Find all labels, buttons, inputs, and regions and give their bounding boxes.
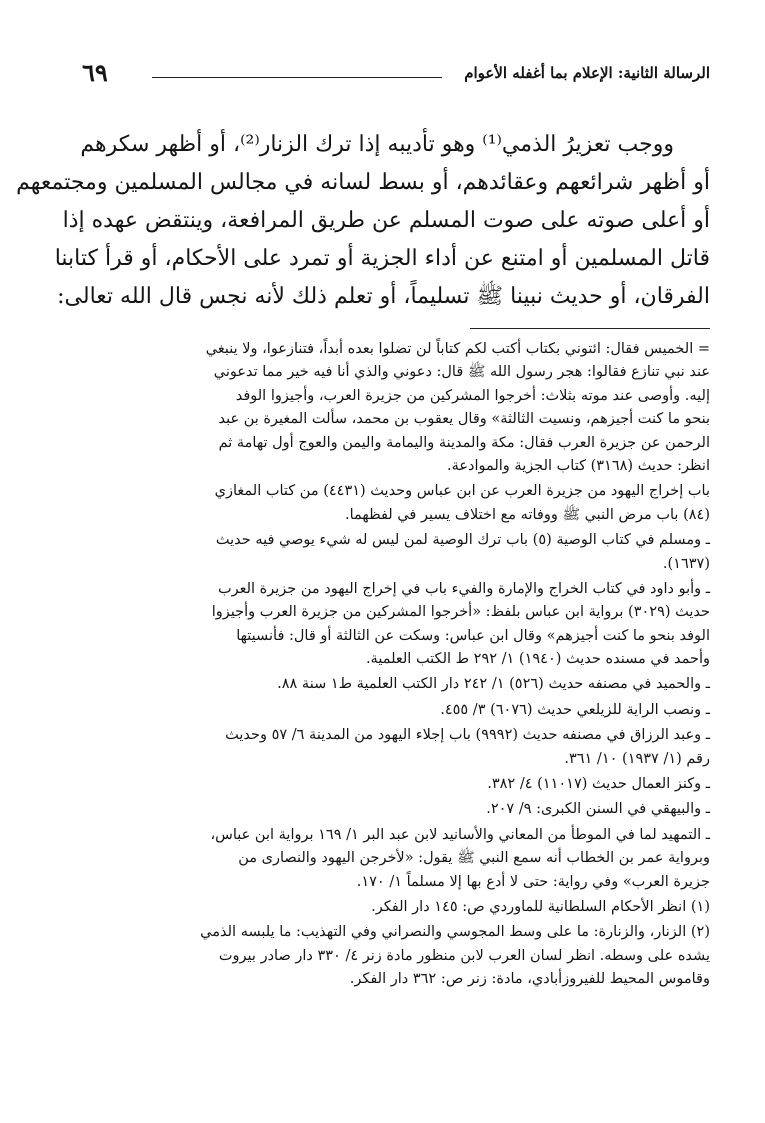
footnotes	[98, 338, 710, 992]
footnote-line: وأحمد في مسنده حديث (١٩٤٠) ١/ ٢٩٢ ط الكتب العلمية.	[365, 651, 710, 668]
footnote-line: ـ وأبو داود في كتاب الخراج والإمارة والفيء باب في إخراج اليهود من جزيرة العرب	[217, 580, 710, 597]
footnote-line: حديث (٣٠٢٩) برواية ابن عباس بلفظ: «أخرجوا المشركين من جزيرة العرب وأجيزوا	[211, 604, 710, 621]
footnote-line: إليه. وأوصى عند موته بثلاث: أخرجوا المشركين من جزيرة العرب، وأجيزوا الوفد	[235, 387, 710, 404]
footnote-line: ـ التمهيد لما في الموطأ من المعاني والأسانيد لابن عبد البر ١/ ١٦٩ برواية ابن عباس،	[210, 826, 710, 843]
footnote-line: وقاموس المحيط للفيروزأبادي، مادة: زنر ص: ٣٦٢ دار الفكر.	[349, 971, 710, 988]
footnote-line: يشده على وسطه. انظر لسان العرب لابن منظور مادة زنر ٤/ ٣٣٠ دار صادر بيروت	[218, 947, 710, 964]
footnote-line: ـ ونصب الراية للزيلعي حديث (٦٠٧٦) ٣/ ٤٥٥.	[440, 701, 710, 718]
header-title: الرسالة الثانية: الإعلام بما أغفله الأعوام	[464, 64, 710, 82]
footnote-line: الرحمن عن جزيرة العرب فقال: مكة والمدينة واليمامة واليمن والعوج أول تهامة ثم	[218, 434, 710, 451]
main-text	[16, 126, 710, 316]
footnote-line: انظر: حديث (٣١٦٨) كتاب الجزية والموادعة.	[446, 457, 710, 474]
footnote-separator	[470, 328, 710, 329]
footnote-line: رقم (١/ ١٩٣٧) ١٠/ ٣٦١.	[564, 750, 710, 767]
header-rule	[152, 77, 442, 78]
footnote-line: ـ والحميد في مصنفه حديث (٥٢٦) ١/ ٢٤٢ دار الكتب العلمية ط١ سنة ٨٨.	[277, 676, 710, 693]
body-line: أو أظهر شرائعهم وعقائدهم، أو بسط لسانه في مجالس المسلمين ومجتمعهم	[16, 170, 710, 195]
body-line: أو أعلى صوته على صوت المسلم عن طريق المرافعة، وينتقض عهده إذا	[62, 208, 710, 233]
running-header	[82, 60, 710, 90]
footnote-line: (١) انظر الأحكام السلطانية للماوردي ص: ١٤٥ دار الفكر.	[371, 898, 710, 915]
footnote-line: ـ ومسلم في كتاب الوصية (٥) باب ترك الوصية لمن ليس له شيء يوصي فيه حديث	[215, 532, 710, 549]
footnote-line: ـ وعبد الرزاق في مصنفه حديث (٩٩٩٢) باب إجلاء اليهود من المدينة ٦/ ٥٧ وحديث	[225, 727, 710, 744]
footnote-line: ـ وكنز العمال حديث (١١٠١٧) ٤/ ٣٨٢.	[487, 776, 710, 793]
footnote-line: جزيرة العرب» وفي رواية: حتى لا أدع بها إلا مسلماً ١/ ١٧٠.	[356, 873, 710, 890]
body-line: ووجب تعزيرُ الذمي⁽¹⁾ وهو تأديبه إذا ترك الزنار⁽²⁾، أو أظهر سكرهم	[80, 132, 674, 157]
footnote-line: وبرواية عمر بن الخطاب أنه سمع النبي ﷺ يقول: «لأخرجن اليهود والنصارى من	[238, 850, 710, 867]
footnote-line: بنحو ما كنت أجيزهم، ونسيت الثالثة» وقال يعقوب بن محمد، سألت المغيرة بن عبد	[218, 411, 710, 428]
footnote-line: (٢) الزنار، والزنارة: ما على وسط المجوسي والنصراني وفي التهذيب: ما يلبسه الذمي	[200, 924, 710, 941]
footnote-line: ـ والبيهقي في السنن الكبرى: ٩/ ٢٠٧.	[486, 801, 710, 818]
footnote-line: = الخميس فقال: ائتوني بكتاب أكتب لكم كتاباً لن تضلوا بعده أبداً، فتنازعوا، ولا ينبغي	[205, 341, 710, 357]
footnote-line: (١٦٣٧).	[662, 555, 710, 572]
footnote-line: (٨٤) باب مرض النبي ﷺ ووفاته مع اختلاف يسير في لفظهما.	[344, 506, 710, 523]
footnote-line: عند نبي تنازع فقالوا: هجر رسول الله ﷺ قال: دعوني والذي أنا فيه خير مما تدعوني	[213, 364, 710, 381]
body-line: الفرقان، أو حديث نبينا ﷺ تسليماً، أو تعلم ذلك لأنه نجس قال الله تعالى:	[57, 284, 710, 309]
page-number: ٦٩	[82, 58, 108, 87]
footnote-line: باب إخراج اليهود من جزيرة العرب عن ابن عباس وحديث (٤٤٣١) من كتاب المغازي	[214, 483, 710, 500]
footnote-line: الوفد بنحو ما كنت أجيزهم» وقال ابن عباس: وسكت عن الثالثة أو قال: فأنسيتها	[236, 627, 710, 644]
body-line: قاتل المسلمين أو امتنع عن أداء الجزية أو تمرد على الأحكام، أو قرأ كتابنا	[54, 246, 710, 271]
